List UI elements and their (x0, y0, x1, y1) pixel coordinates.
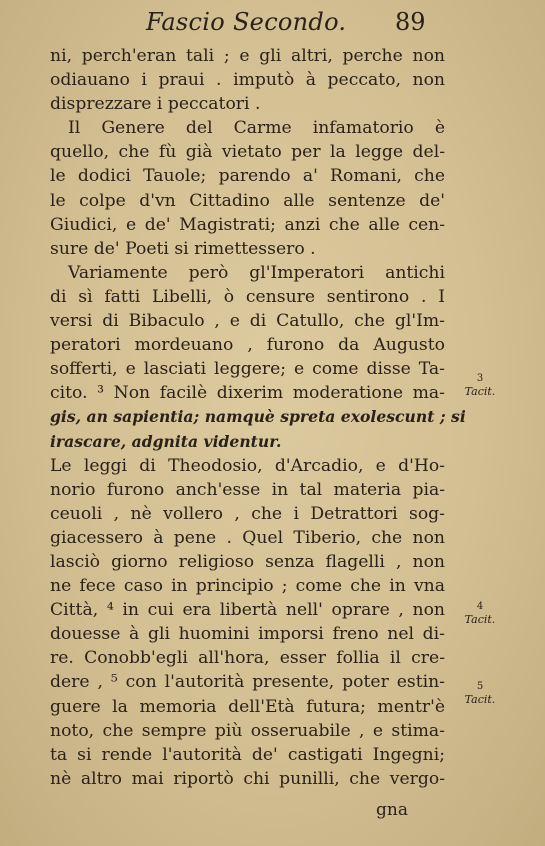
text-line: Il Genere del Carme infamatorio è (68, 118, 445, 139)
margin-note (450, 600, 510, 626)
text-line: guere la memoria dell'Età futura; mentr'è (50, 696, 445, 717)
text-line: odiauano i praui . imputò à peccato, non (50, 70, 445, 91)
text-line: ceuoli , nè vollero , che i Detrattori sog- (50, 503, 445, 524)
text-line: lasciò giorno religioso senza flagelli , non (50, 551, 445, 572)
text-line: versi di Bibaculo , e di Catullo, che gl'Im- (50, 311, 445, 332)
running-head: Fascio Secondo. (146, 8, 347, 36)
text-line: douesse à gli huomini imporsi freno nel di- (50, 624, 445, 645)
text-line: sofferti, e lasciati leggere; e come disse Ta- (50, 359, 445, 380)
text-line: ne fece caso in principio ; come che in vna (50, 576, 445, 597)
margin-note-number: 4 (476, 601, 484, 612)
text-line: le dodici Tauole; parendo a' Romani, che (50, 166, 445, 187)
page-header (140, 6, 530, 42)
margin-note-reference: Tacit. (464, 613, 496, 626)
margin-note-reference: Tacit. (464, 385, 496, 398)
margin-note-number: 5 (476, 681, 484, 692)
text-line: Giudici, e de' Magistrati; anzi che alle cen- (50, 214, 445, 235)
text-line: quello, che fù già vietato per la legge del- (50, 142, 445, 163)
text-line: Città, ⁴ in cui era libertà nell' oprare , non (50, 600, 445, 621)
text-line: Variamente però gl'Imperatori antichi (68, 262, 445, 283)
text-line: gis, an sapientia; namquè spreta exolescunt ; si (50, 407, 466, 427)
text-line: dere , ⁵ con l'autorità presente, poter estin- (50, 672, 445, 693)
text-line: peratori mordeuano , furono da Augusto (50, 335, 445, 356)
text-line: re. Conobb'egli all'hora, esser follia il cre- (50, 648, 445, 669)
body-text (50, 44, 466, 791)
text-line: irascare, adgnita videntur. (50, 431, 282, 451)
margin-note-number: 3 (476, 373, 484, 384)
text-line: norio furono anch'esse in tal materia pia- (50, 479, 445, 500)
catchword: gna (376, 800, 408, 820)
text-line: Le leggi di Theodosio, d'Arcadio, e d'Ho- (50, 455, 445, 476)
margin-note (450, 680, 510, 706)
text-line: giacessero à pene . Quel Tiberio, che non (50, 527, 445, 548)
text-line: sure de' Poeti si rimettessero . (50, 238, 316, 259)
text-line: di sì fatti Libelli, ò censure sentirono . I (50, 286, 445, 307)
margin-note (450, 372, 510, 398)
text-line: ta si rende l'autorità de' castigati Ingegni; (50, 744, 445, 765)
text-line: noto, che sempre più osseruabile , e stima- (50, 720, 445, 741)
text-line: le colpe d'vn Cittadino alle sentenze de' (50, 190, 445, 211)
text-line: ni, perch'eran tali ; e gli altri, perche non (50, 46, 445, 66)
text-line: disprezzare i peccatori . (50, 94, 261, 115)
page-number: 89 (395, 8, 426, 36)
text-line: nè altro mai riportò chi punilli, che vergo- (50, 768, 445, 789)
text-line: cito. ³ Non facilè dixerim moderatione ma- (50, 383, 445, 404)
margin-note-reference: Tacit. (464, 693, 496, 706)
